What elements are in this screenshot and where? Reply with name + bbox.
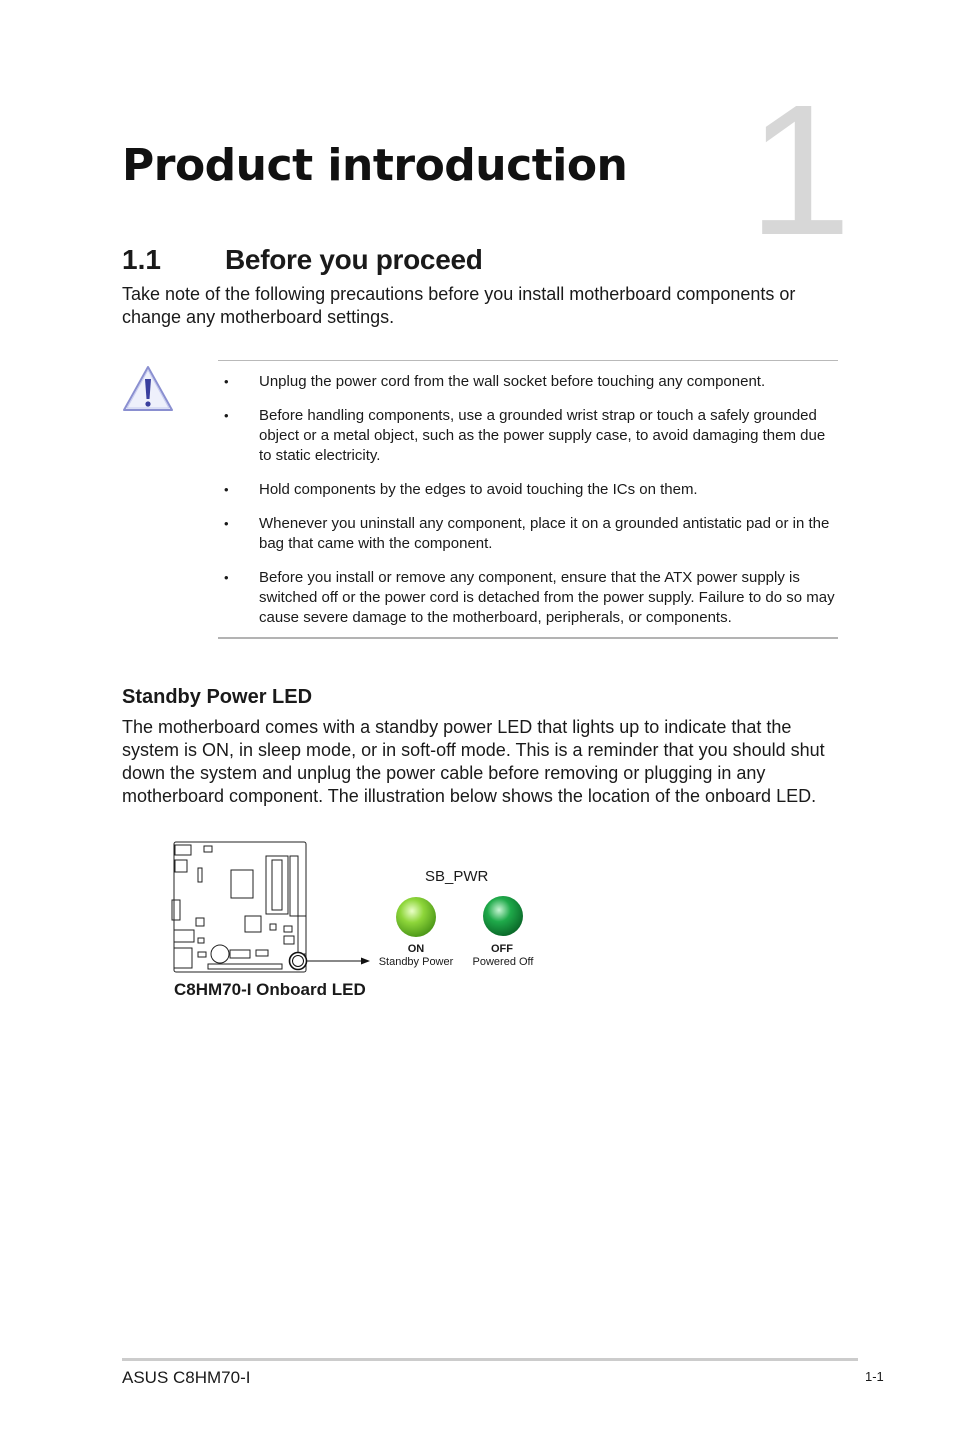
bullet: • xyxy=(224,482,229,497)
section-number: 1.1 xyxy=(122,244,161,275)
led-on-label: ON xyxy=(407,943,425,955)
led-off-desc: Powered Off xyxy=(472,956,534,968)
bullet: • xyxy=(224,374,229,389)
motherboard-outline xyxy=(172,842,306,972)
warning-item xyxy=(218,406,838,466)
chapter-number: 1 xyxy=(748,67,852,274)
standby-heading: Standby Power LED xyxy=(122,686,313,708)
diagram-caption: C8HM70-I Onboard LED xyxy=(174,980,366,999)
bullet: • xyxy=(224,516,229,531)
led-on-icon xyxy=(396,897,436,937)
warning-item-text: Hold components by the edges to avoid touching the ICs on them. xyxy=(259,481,698,498)
led-name: SB_PWR xyxy=(425,868,489,885)
chapter-title: Product introduction xyxy=(122,140,628,191)
warning-item-text: Before handling components, use a grounded wrist strap or touch a safely grounded object or a metal object, such as the power supply case, to avoid damaging them due to static electricity. xyxy=(259,407,826,464)
onboard-led-diagram xyxy=(168,838,548,1008)
warning-item xyxy=(218,568,838,628)
footer-page-number: 1-1 xyxy=(865,1369,884,1384)
warning-triangle-icon xyxy=(122,364,174,414)
footer-product-name: ASUS C8HM70-I xyxy=(122,1368,251,1387)
warning-item-text: Unplug the power cord from the wall socket before touching any component. xyxy=(259,373,766,390)
led-on-desc: Standby Power xyxy=(378,956,454,968)
footer-rule xyxy=(122,1358,858,1361)
warning-list xyxy=(218,372,838,642)
warning-item-text: Whenever you uninstall any component, place it on a grounded antistatic pad or in the bag that came with the component. xyxy=(259,515,830,552)
standby-body: The motherboard comes with a standby power LED that lights up to indicate that the system is ON, in sleep mode, or in soft-off mode. This is a reminder that you should shut down the system and unplug the power cable before removing or plugging in any motherboard component. The illustration below shows the location of the onboard LED. xyxy=(122,717,825,806)
warning-item xyxy=(218,372,838,392)
warning-box xyxy=(218,360,838,639)
warning-item xyxy=(218,514,838,554)
section-intro: Take note of the following precautions before you install motherboard components or change any motherboard settings. xyxy=(122,284,796,327)
bullet: • xyxy=(224,408,229,423)
led-off-label: OFF xyxy=(491,943,513,955)
bullet: • xyxy=(224,570,229,585)
led-off-icon xyxy=(483,896,523,936)
warning-item xyxy=(218,480,838,500)
warning-item-text: Before you install or remove any component, ensure that the ATX power supply is switched off or the power cord is detached from the power supply. Failure to do so may cause severe damage to the motherboard, peripherals, or components. xyxy=(259,569,835,626)
section-title: Before you proceed xyxy=(225,244,483,275)
